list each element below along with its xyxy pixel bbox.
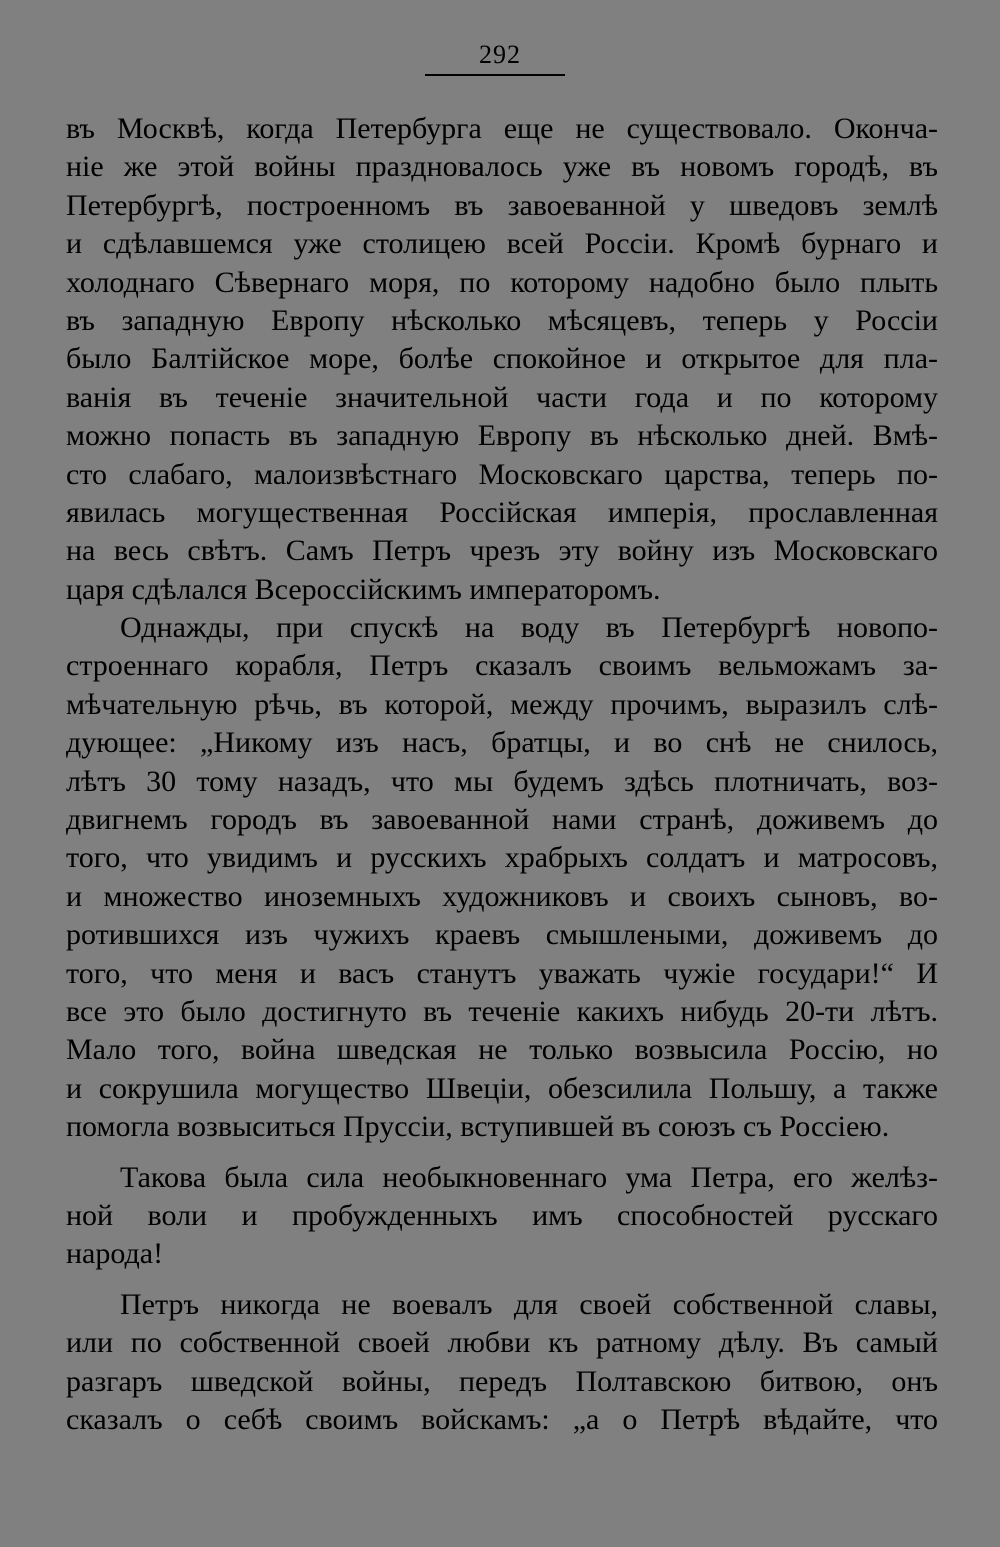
- text-line: или по собственной своей любви къ ратному дѣлу. Въ самый: [66, 1326, 938, 1360]
- text-line: было Балтійское море, болѣе спокойное и открытое для пла-: [66, 342, 938, 376]
- text-line: мѣчательную рѣчь, въ которой, между прочимъ, выразилъ слѣ-: [66, 687, 938, 721]
- paragraph: [66, 1286, 938, 1440]
- paragraph-gap: [66, 1274, 938, 1286]
- text-line: того, что увидимъ и русскихъ храбрыхъ солдатъ и матросовъ,: [66, 841, 938, 875]
- text-line: строеннаго корабля, Петръ сказалъ своимъ вельможамъ за-: [66, 649, 938, 683]
- text-line: сказалъ о себѣ своимъ войскамъ: „а о Петрѣ вѣдайте, что: [66, 1402, 938, 1436]
- text-line: дующее: „Никому изъ насъ, братцы, и во снѣ не снилось,: [66, 726, 938, 760]
- header-rule: [425, 74, 565, 76]
- text-line: въ Москвѣ, когда Петербурга еще не существовало. Оконча-: [66, 112, 938, 145]
- text-line: того, что меня и васъ станутъ уважать чужіе государи!“ И: [66, 956, 938, 990]
- text-line: и множество иноземныхъ художниковъ и своихъ сыновъ, во-: [66, 879, 938, 913]
- text-line: Однажды, при спускѣ на воду въ Петербургѣ новопо-: [120, 611, 938, 645]
- text-line: Мало того, война шведская не только возвысила Россію, но: [66, 1033, 938, 1067]
- text-line: Петръ никогда не воевалъ для своей собственной славы,: [120, 1287, 938, 1321]
- text-line: лѣтъ 30 тому назадъ, что мы будемъ здѣсь плотничать, воз-: [66, 764, 938, 798]
- text-line: царя сдѣлался Всероссійскимъ императоромъ.: [66, 572, 661, 606]
- text-line: помогла возвыситься Пруссіи, вступившей въ союзъ съ Россіею.: [66, 1110, 890, 1144]
- text-line: сто слабаго, малоизвѣстнаго Московскаго царства, теперь по-: [66, 457, 938, 491]
- paragraph: [66, 609, 938, 1146]
- text-line: ной воли и пробужденныхъ имъ способностей русскаго: [66, 1198, 938, 1232]
- text-line: ванія въ теченіе значительной части года и по которому: [66, 380, 938, 414]
- paragraph: [66, 110, 938, 609]
- text-line: все это было достигнуто въ теченіе какихъ нибудь 20-ти лѣтъ.: [66, 994, 938, 1028]
- text-line: и сокрушила могущество Швеціи, обезсилила Польшу, а также: [66, 1071, 938, 1105]
- page-number: 292: [479, 40, 521, 69]
- text-line: народа!: [66, 1237, 164, 1271]
- text-line: разгаръ шведской войны, передъ Полтавскою битвою, онъ: [66, 1364, 938, 1398]
- text-line: Петербургѣ, построенномъ въ завоеванной у шведовъ землѣ: [66, 188, 938, 222]
- page-header: [0, 40, 1000, 70]
- text-line: ротившихся изъ чужихъ краевъ смышлеными, доживемъ до: [66, 918, 938, 952]
- text-line: явилась могущественная Россійская имперія, прославленная: [66, 495, 938, 529]
- text-line: можно попасть въ западную Европу въ нѣсколько дней. Вмѣ-: [66, 419, 938, 453]
- text-line: холоднаго Сѣвернаго моря, по которому надобно было плыть: [66, 265, 938, 299]
- body-text: [66, 110, 938, 1439]
- paragraph: [66, 1159, 938, 1274]
- text-line: ніе же этой войны праздновалось уже въ новомъ городѣ, въ: [66, 150, 938, 184]
- text-line: двигнемъ городъ въ завоеванной нами странѣ, доживемъ до: [66, 803, 938, 837]
- text-line: на весь свѣтъ. Самъ Петръ чрезъ эту войну изъ Московскаго: [66, 534, 938, 568]
- text-line: и сдѣлавшемся уже столицею всей Россіи. Кромѣ бурнаго и: [66, 227, 938, 261]
- paragraph-gap: [66, 1147, 938, 1159]
- text-line: въ западную Европу нѣсколько мѣсяцевъ, теперь у Россіи: [66, 303, 938, 337]
- text-line: Такова была сила необыкновеннаго ума Петра, его желѣз-: [120, 1160, 938, 1194]
